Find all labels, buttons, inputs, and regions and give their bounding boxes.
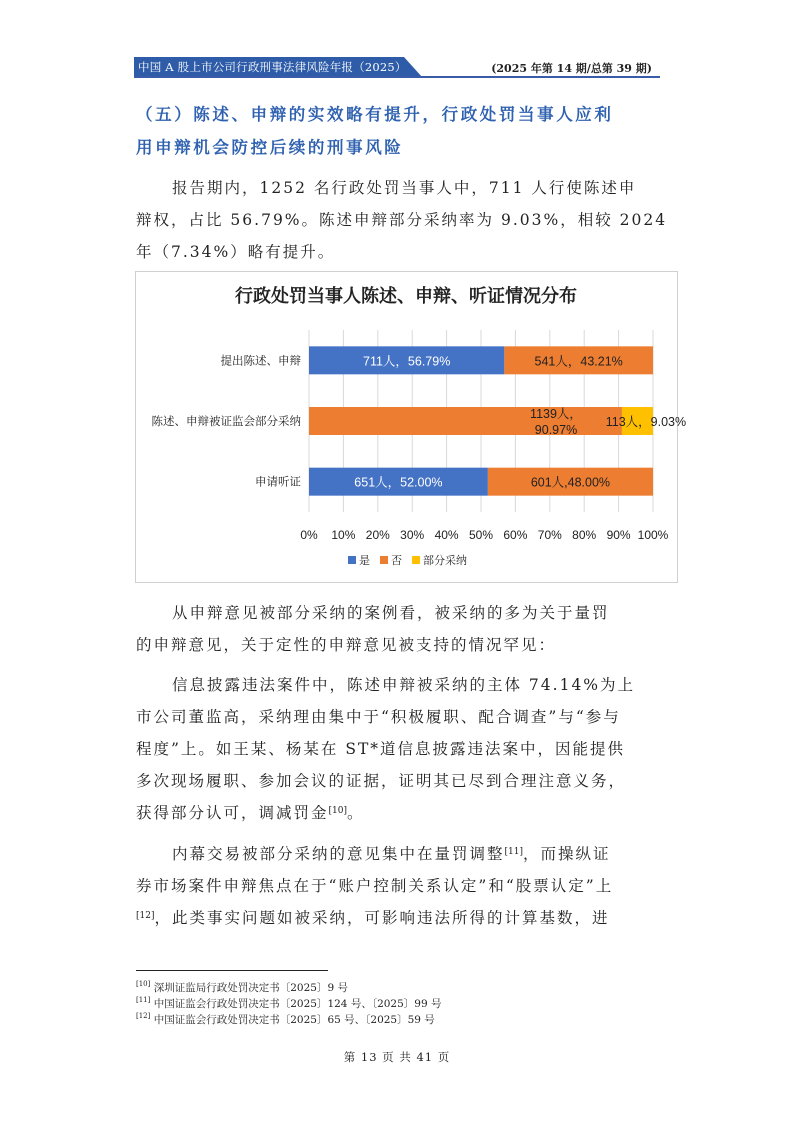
- paragraph-text: ，而操纵证: [523, 845, 611, 863]
- intro-line: 报告期内，1252 名行政处罚当事人中，711 人行使陈述申: [172, 179, 637, 197]
- paragraph-line: [136, 838, 658, 870]
- footnote-mark: [11]: [136, 996, 151, 1004]
- legend-swatch: [412, 556, 420, 564]
- paragraph-line: 的申辩意见，关于定性的申辩意见被支持的情况罕见：: [136, 636, 557, 654]
- intro-line: 年（7.34%）略有提升。: [136, 243, 336, 261]
- paragraph-text: 内幕交易被部分采纳的意见集中在量罚调整: [172, 845, 505, 863]
- paragraph-line: [136, 902, 658, 934]
- data-label: 601人,48.00%: [530, 475, 611, 490]
- data-label: 90.97%: [534, 423, 578, 437]
- footnote-text: 中国证监会行政处罚决定书〔2025〕65 号、〔2025〕59 号: [153, 1014, 435, 1026]
- data-label: 711人，56.79%: [363, 354, 451, 369]
- footnote-11: [136, 996, 442, 1011]
- paragraph-line: 从申辩意见被部分采纳的案例看，被采纳的多为关于量罚: [172, 604, 610, 622]
- legend-swatch: [348, 556, 356, 564]
- legend-label: 是: [359, 554, 370, 567]
- legend-swatch: [380, 556, 388, 564]
- header-title: 中国 A 股上市公司行政刑事法律风险年报（2025）: [138, 60, 407, 74]
- footnote-mark: [12]: [136, 1012, 151, 1020]
- paragraph-text: 。: [347, 804, 365, 822]
- x-tick-label: 30%: [400, 528, 425, 542]
- paragraph-text: ，此类事实问题如被采纳，可影响违法所得的计算基数，进: [154, 909, 610, 927]
- footnote-text: 深圳证监局行政处罚决定书〔2025〕9 号: [153, 982, 348, 994]
- x-tick-label: 10%: [331, 528, 356, 542]
- data-label: 651人，52.00%: [354, 475, 443, 490]
- x-tick-label: 100%: [637, 528, 669, 542]
- x-tick-label: 70%: [537, 528, 562, 542]
- category-label: 提出陈述、申辩: [220, 353, 301, 368]
- paragraph-1: [136, 597, 658, 661]
- footnote-ref[interactable]: [11]: [504, 847, 523, 857]
- page-number: 第 13 页 共 41 页: [343, 1050, 451, 1064]
- chart-svg: [136, 272, 687, 582]
- header-issue: (2025 年第 14 期/总第 39 期): [491, 62, 652, 75]
- x-tick-label: 60%: [503, 528, 528, 542]
- paragraph-line: 程度”上。如王某、杨某在 ST*道信息披露违法案中，因能提供: [136, 740, 626, 758]
- paragraph-line: 券市场案件申辩焦点在于“账户控制关系认定”和“股票认定”上: [136, 877, 614, 895]
- footnote-10: [136, 980, 348, 995]
- footnote-text: 中国证监会行政处罚决定书〔2025〕124 号、〔2025〕99 号: [153, 998, 442, 1010]
- footnote-ref[interactable]: [12]: [136, 911, 155, 921]
- category-label: 申请听证: [255, 474, 301, 489]
- section-heading-line-1: （五）陈述、申辩的实效略有提升，行政处罚当事人应利: [136, 105, 614, 124]
- distribution-chart: [135, 271, 687, 583]
- header-rule: [134, 76, 660, 78]
- paragraph-line: 市公司董监高，采纳理由集中于“积极履职、配合调查”与“参与: [136, 708, 621, 726]
- paragraph-line: [136, 797, 658, 829]
- x-tick-label: 20%: [365, 528, 390, 542]
- paragraph-line: 多次现场履职、参加会议的证据，证明其已尽到合理注意义务，: [136, 772, 627, 790]
- intro-line: 辩权，占比 56.79%。陈述申辩部分采纳率为 9.03%，相较 2024: [136, 211, 668, 229]
- chart-title: 行政处罚当事人陈述、申辩、听证情况分布: [235, 286, 577, 307]
- legend-label: 否: [391, 554, 402, 567]
- footnote-rule: [136, 970, 328, 971]
- footnote-ref[interactable]: [10]: [328, 806, 347, 816]
- data-label: 541人，43.21%: [534, 354, 623, 369]
- category-label: 陈述、申辩被证监会部分采纳: [151, 414, 301, 428]
- legend-label: 部分采纳: [423, 554, 467, 567]
- x-tick-label: 90%: [606, 528, 631, 542]
- x-tick-label: 50%: [468, 528, 494, 542]
- paragraph-3: [136, 838, 658, 934]
- section-heading-line-2: 用申辩机会防控后续的刑事风险: [136, 138, 404, 157]
- footnote-12: [136, 1012, 435, 1027]
- paragraph-text: 获得部分认可，调减罚金: [136, 804, 329, 822]
- data-label: 113人，9.03%: [605, 415, 687, 429]
- intro-paragraph: [136, 172, 668, 268]
- paragraph-line: 信息披露违法案件中，陈述申辩被采纳的主体 74.14%为上: [172, 676, 636, 694]
- footnote-mark: [10]: [136, 980, 151, 988]
- x-tick-label: 80%: [572, 528, 597, 542]
- x-tick-label: 0%: [300, 528, 318, 542]
- paragraph-2: [136, 669, 658, 829]
- x-tick-label: 40%: [434, 528, 459, 542]
- data-label: 1139人，: [530, 407, 582, 421]
